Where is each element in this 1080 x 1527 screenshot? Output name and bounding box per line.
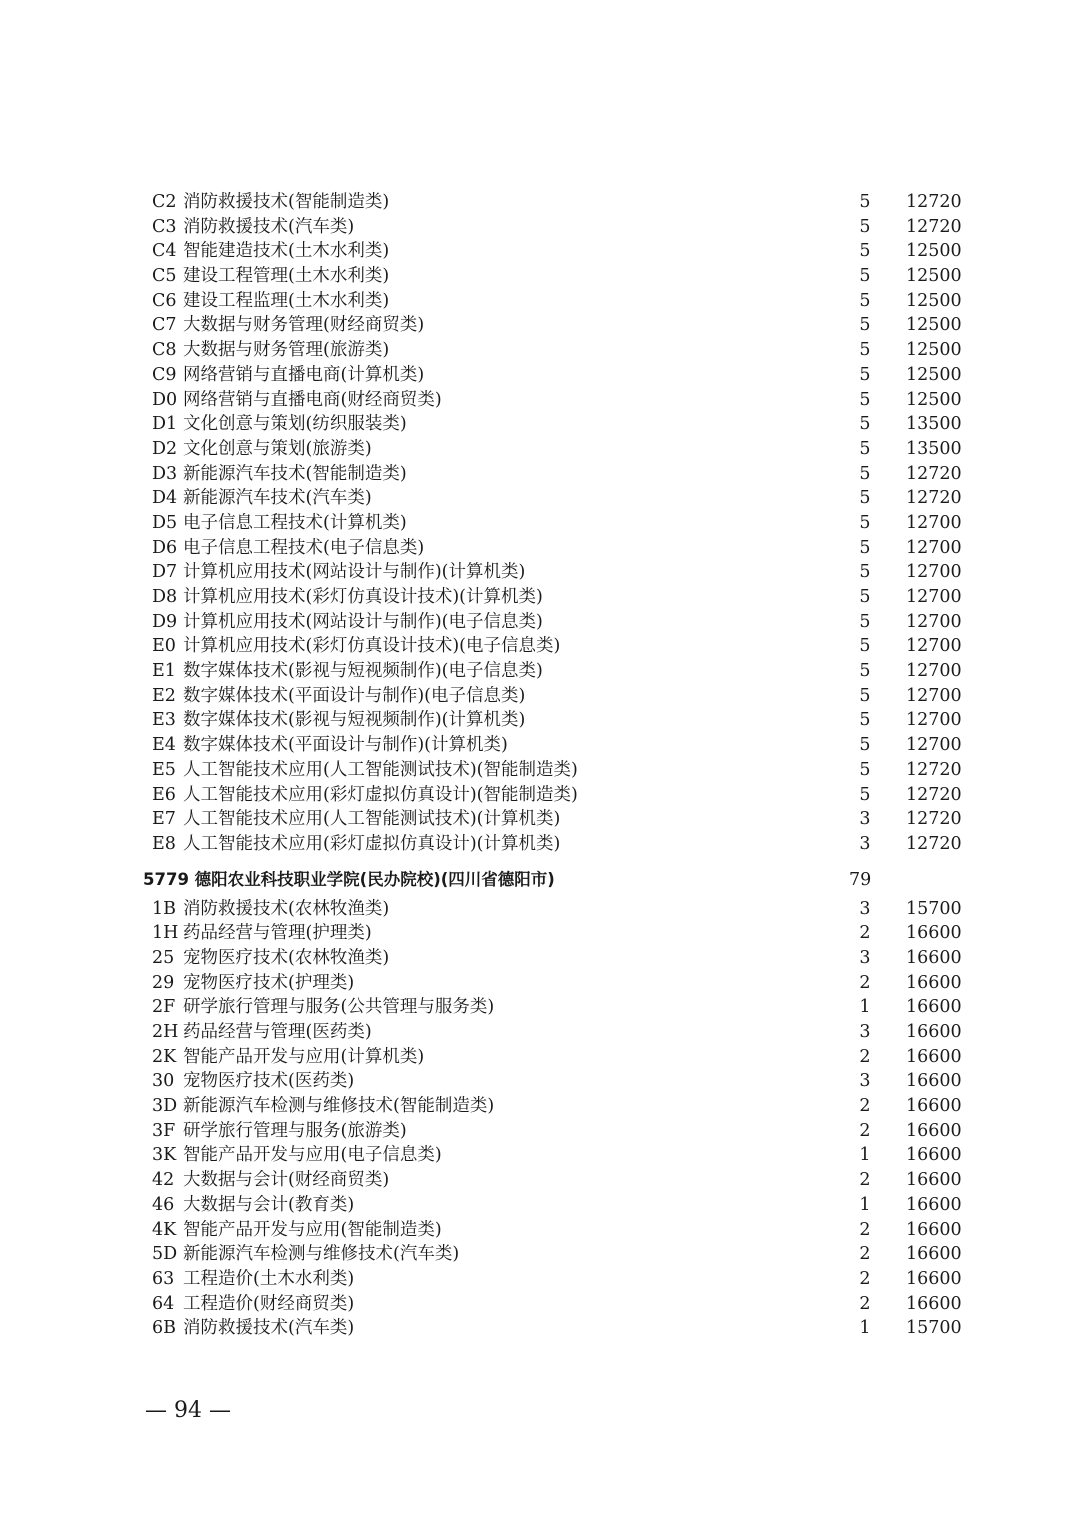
tuition-fee: 12720	[906, 809, 962, 830]
program-name: 大数据与会计(财经商贸类)	[183, 1170, 390, 1191]
program-code: 1H	[152, 923, 179, 944]
plan-count: 1	[859, 1194, 871, 1215]
table-row	[140, 733, 970, 758]
program-code: E4	[152, 735, 176, 756]
tuition-fee: 12500	[906, 340, 962, 361]
program-code: C2	[152, 192, 177, 212]
plan-count: 5	[859, 587, 871, 607]
plan-count: 2	[859, 1170, 871, 1191]
tuition-fee: 12720	[906, 784, 962, 805]
program-name: 宠物医疗技术(农林牧渔类)	[183, 947, 390, 968]
program-name: 电子信息工程技术(电子信息类)	[183, 537, 425, 558]
plan-count: 2	[859, 1219, 871, 1240]
program-name: 网络营销与直播电商(计算机类)	[183, 364, 425, 385]
tuition-fee: 16600	[906, 1096, 962, 1117]
program-code: E1	[152, 661, 176, 682]
program-code: 63	[152, 1268, 175, 1289]
tuition-fee: 12700	[906, 661, 962, 682]
table-row	[140, 1218, 970, 1243]
program-name: 电子信息工程技术(计算机类)	[183, 512, 407, 533]
plan-count: 5	[859, 537, 871, 558]
tuition-fee: 12720	[906, 463, 962, 484]
plan-count: 5	[859, 611, 871, 632]
plan-count: 2	[859, 1046, 871, 1067]
plan-count: 5	[859, 364, 871, 385]
program-name: 智能产品开发与应用(智能制造类)	[183, 1219, 442, 1240]
plan-count: 3	[859, 1022, 871, 1042]
tuition-fee: 13500	[906, 438, 962, 459]
program-name: 大数据与会计(教育类)	[183, 1194, 355, 1215]
plan-count: 5	[859, 241, 871, 262]
plan-count: 5	[859, 340, 871, 361]
program-name: 人工智能技术应用(人工智能测试技术)(计算机类)	[183, 809, 561, 830]
program-name: 消防救援技术(农林牧渔类)	[183, 898, 390, 919]
program-code: 46	[152, 1194, 175, 1215]
tuition-fee: 16600	[906, 1170, 962, 1191]
program-code: 25	[152, 947, 175, 968]
page-number: — 94 —	[145, 1398, 231, 1423]
program-name: 消防救援技术(智能制造类)	[183, 192, 390, 212]
tuition-fee: 12700	[906, 562, 962, 583]
program-name: 人工智能技术应用(人工智能测试技术)(智能制造类)	[183, 759, 578, 780]
program-code: D4	[152, 488, 178, 509]
program-code: C9	[152, 364, 177, 385]
table-row	[140, 783, 970, 808]
table-row	[140, 1045, 970, 1070]
program-code: D1	[152, 414, 178, 435]
program-code: E7	[152, 809, 176, 830]
table-row	[140, 239, 970, 264]
tuition-fee: 15700	[906, 1318, 962, 1339]
program-code: E8	[152, 833, 176, 854]
program-name: 计算机应用技术(网站设计与制作)(电子信息类)	[183, 611, 543, 632]
plan-count: 1	[859, 1318, 871, 1339]
program-code: D0	[152, 389, 178, 410]
tuition-fee: 16600	[906, 1145, 962, 1166]
school-total-plan: 79	[849, 869, 872, 890]
table-row	[140, 921, 970, 946]
tuition-fee: 12720	[906, 759, 962, 780]
program-code: C3	[152, 216, 177, 237]
tuition-fee: 16600	[906, 947, 962, 968]
tuition-fee: 16600	[906, 1219, 962, 1240]
table-row	[140, 1119, 970, 1144]
program-code: 6B	[152, 1318, 176, 1339]
tuition-fee: 16600	[906, 1022, 962, 1042]
program-name: 数字媒体技术(影视与短视频制作)(电子信息类)	[183, 661, 543, 682]
table-row	[140, 634, 970, 659]
table-row	[140, 1168, 970, 1193]
program-code: C4	[152, 241, 177, 262]
table-row	[140, 684, 970, 709]
table-row	[140, 807, 970, 832]
table-row	[140, 363, 970, 388]
plan-count: 5	[859, 512, 871, 533]
table-row	[140, 289, 970, 314]
plan-count: 2	[859, 972, 871, 993]
program-name: 计算机应用技术(网站设计与制作)(计算机类)	[183, 562, 526, 583]
table-row	[140, 1267, 970, 1292]
plan-count: 5	[859, 290, 871, 311]
table-row	[140, 1193, 970, 1218]
tuition-fee: 13500	[906, 414, 962, 435]
program-name: 数字媒体技术(影视与短视频制作)(计算机类)	[183, 710, 526, 731]
table-row	[140, 995, 970, 1020]
tuition-fee: 12720	[906, 192, 962, 212]
table-row	[140, 708, 970, 733]
table-row	[140, 585, 970, 610]
program-name: 药品经营与管理(医药类)	[183, 1022, 372, 1042]
table-row	[140, 1316, 970, 1341]
plan-count: 5	[859, 710, 871, 731]
program-name: 新能源汽车检测与维修技术(汽车类)	[183, 1244, 460, 1265]
program-name: 研学旅行管理与服务(公共管理与服务类)	[183, 997, 495, 1018]
table-row	[140, 388, 970, 413]
plan-count: 5	[859, 216, 871, 237]
plan-count: 2	[859, 1268, 871, 1289]
program-code: C8	[152, 340, 177, 361]
tuition-fee: 16600	[906, 1268, 962, 1289]
tuition-fee: 12500	[906, 364, 962, 385]
tuition-fee: 12700	[906, 611, 962, 632]
program-code: 4K	[152, 1219, 177, 1240]
table-row	[140, 462, 970, 487]
program-code: 42	[152, 1170, 175, 1191]
program-name: 数字媒体技术(平面设计与制作)(计算机类)	[183, 735, 508, 756]
table-row	[140, 832, 970, 857]
plan-count: 2	[859, 923, 871, 944]
program-code: D7	[152, 562, 178, 583]
table-row	[140, 560, 970, 585]
table-row	[140, 758, 970, 783]
program-name: 人工智能技术应用(彩灯虚拟仿真设计)(智能制造类)	[183, 784, 578, 805]
program-code: 2F	[152, 997, 176, 1018]
plan-count: 5	[859, 389, 871, 410]
table-row	[140, 412, 970, 437]
tuition-fee: 16600	[906, 923, 962, 944]
program-code: E3	[152, 710, 176, 731]
plan-count: 1	[859, 997, 871, 1018]
program-name: 计算机应用技术(彩灯仿真设计技术)(计算机类)	[183, 587, 543, 607]
program-name: 网络营销与直播电商(财经商贸类)	[183, 389, 442, 410]
table-row	[140, 1020, 970, 1045]
table-row	[140, 659, 970, 684]
plan-count: 5	[859, 266, 871, 287]
tuition-fee: 16600	[906, 1071, 962, 1092]
program-name: 智能建造技术(土木水利类)	[183, 241, 390, 262]
table-row	[140, 511, 970, 536]
table-row	[140, 536, 970, 561]
program-code: E5	[152, 759, 176, 780]
table-row	[140, 610, 970, 635]
program-name: 宠物医疗技术(医药类)	[183, 1071, 355, 1092]
program-name: 建设工程监理(土木水利类)	[183, 290, 390, 311]
tuition-fee: 16600	[906, 1293, 962, 1314]
tuition-fee: 12500	[906, 389, 962, 410]
tuition-fee: 12700	[906, 512, 962, 533]
program-code: 2K	[152, 1046, 177, 1067]
table-row	[140, 338, 970, 363]
plan-count: 5	[859, 636, 871, 657]
tuition-fee: 16600	[906, 1194, 962, 1215]
program-code: 29	[152, 972, 175, 993]
table-row	[140, 1143, 970, 1168]
program-name: 消防救援技术(汽车类)	[183, 1318, 355, 1339]
plan-count: 3	[859, 1071, 871, 1092]
program-name: 计算机应用技术(彩灯仿真设计技术)(电子信息类)	[183, 636, 561, 657]
program-name: 研学旅行管理与服务(旅游类)	[183, 1120, 407, 1141]
program-code: D5	[152, 512, 178, 533]
program-name: 智能产品开发与应用(电子信息类)	[183, 1145, 442, 1166]
tuition-fee: 16600	[906, 997, 962, 1018]
tuition-fee: 12500	[906, 241, 962, 262]
tuition-fee: 12700	[906, 636, 962, 657]
program-name: 人工智能技术应用(彩灯虚拟仿真设计)(计算机类)	[183, 833, 561, 854]
plan-count: 5	[859, 414, 871, 435]
table-row	[140, 1242, 970, 1267]
plan-count: 5	[859, 463, 871, 484]
plan-count: 5	[859, 661, 871, 682]
program-code: 5D	[152, 1244, 178, 1265]
program-name: 新能源汽车技术(汽车类)	[183, 488, 372, 509]
table-row	[140, 190, 970, 215]
table-row	[140, 897, 970, 922]
program-code: D6	[152, 537, 178, 558]
tuition-fee: 16600	[906, 1046, 962, 1067]
plan-count: 2	[859, 1293, 871, 1314]
plan-count: 5	[859, 192, 871, 212]
plan-count: 5	[859, 488, 871, 509]
table-row	[140, 437, 970, 462]
program-code: D3	[152, 463, 178, 484]
tuition-fee: 12720	[906, 488, 962, 509]
program-name: 宠物医疗技术(护理类)	[183, 972, 355, 993]
plan-count: 5	[859, 759, 871, 780]
program-list-previous-school	[140, 190, 970, 857]
table-row	[140, 946, 970, 971]
program-code: 1B	[152, 898, 176, 919]
program-name: 新能源汽车检测与维修技术(智能制造类)	[183, 1096, 495, 1117]
enrollment-table	[140, 190, 970, 1341]
tuition-fee: 12700	[906, 735, 962, 756]
program-code: E6	[152, 784, 176, 805]
table-row	[140, 264, 970, 289]
table-row	[140, 971, 970, 996]
tuition-fee: 12500	[906, 290, 962, 311]
plan-count: 5	[859, 685, 871, 706]
tuition-fee: 16600	[906, 972, 962, 993]
plan-count: 3	[859, 833, 871, 854]
tuition-fee: 12700	[906, 587, 962, 607]
program-code: 3D	[152, 1096, 178, 1117]
tuition-fee: 15700	[906, 898, 962, 919]
tuition-fee: 12500	[906, 315, 962, 336]
school-name: 5779 德阳农业科技职业学院(民办院校)(四川省德阳市)	[143, 869, 555, 889]
tuition-fee: 12700	[906, 685, 962, 706]
tuition-fee: 12700	[906, 537, 962, 558]
table-row	[140, 1069, 970, 1094]
plan-count: 3	[859, 809, 871, 830]
program-name: 智能产品开发与应用(计算机类)	[183, 1046, 425, 1067]
program-code: D2	[152, 438, 178, 459]
tuition-fee: 12500	[906, 266, 962, 287]
program-code: C5	[152, 266, 177, 287]
program-code: D8	[152, 587, 178, 607]
plan-count: 5	[859, 562, 871, 583]
table-row	[140, 313, 970, 338]
program-code: C7	[152, 315, 177, 336]
tuition-fee: 12720	[906, 216, 962, 237]
program-code: 3K	[152, 1145, 177, 1166]
table-row	[140, 486, 970, 511]
table-row	[140, 1292, 970, 1317]
plan-count: 5	[859, 735, 871, 756]
plan-count: 5	[859, 438, 871, 459]
program-name: 工程造价(财经商贸类)	[183, 1293, 355, 1314]
tuition-fee: 16600	[906, 1244, 962, 1265]
table-row	[140, 215, 970, 240]
tuition-fee: 12700	[906, 710, 962, 731]
program-code: C6	[152, 290, 177, 311]
program-name: 药品经营与管理(护理类)	[183, 923, 372, 944]
program-list-school	[140, 897, 970, 1341]
program-name: 数字媒体技术(平面设计与制作)(电子信息类)	[183, 685, 526, 706]
program-code: 3F	[152, 1120, 176, 1141]
program-code: 30	[152, 1071, 175, 1092]
plan-count: 2	[859, 1244, 871, 1265]
program-name: 文化创意与策划(旅游类)	[183, 438, 372, 459]
program-code: D9	[152, 611, 178, 632]
plan-count: 1	[859, 1145, 871, 1166]
program-code: E2	[152, 685, 176, 706]
program-name: 文化创意与策划(纺织服装类)	[183, 414, 407, 435]
plan-count: 3	[859, 947, 871, 968]
plan-count: 3	[859, 898, 871, 919]
program-code: 64	[152, 1293, 175, 1314]
program-name: 建设工程管理(土木水利类)	[183, 266, 390, 287]
program-code: 2H	[152, 1022, 179, 1042]
tuition-fee: 16600	[906, 1120, 962, 1141]
plan-count: 5	[859, 315, 871, 336]
program-name: 大数据与财务管理(旅游类)	[183, 340, 390, 361]
plan-count: 2	[859, 1096, 871, 1117]
tuition-fee: 12720	[906, 833, 962, 854]
table-row	[140, 1094, 970, 1119]
program-code: E0	[152, 636, 176, 657]
plan-count: 2	[859, 1120, 871, 1141]
school-header-row	[140, 863, 970, 897]
program-name: 消防救援技术(汽车类)	[183, 216, 355, 237]
program-name: 新能源汽车技术(智能制造类)	[183, 463, 407, 484]
plan-count: 5	[859, 784, 871, 805]
program-name: 工程造价(土木水利类)	[183, 1268, 355, 1289]
program-name: 大数据与财务管理(财经商贸类)	[183, 315, 425, 336]
